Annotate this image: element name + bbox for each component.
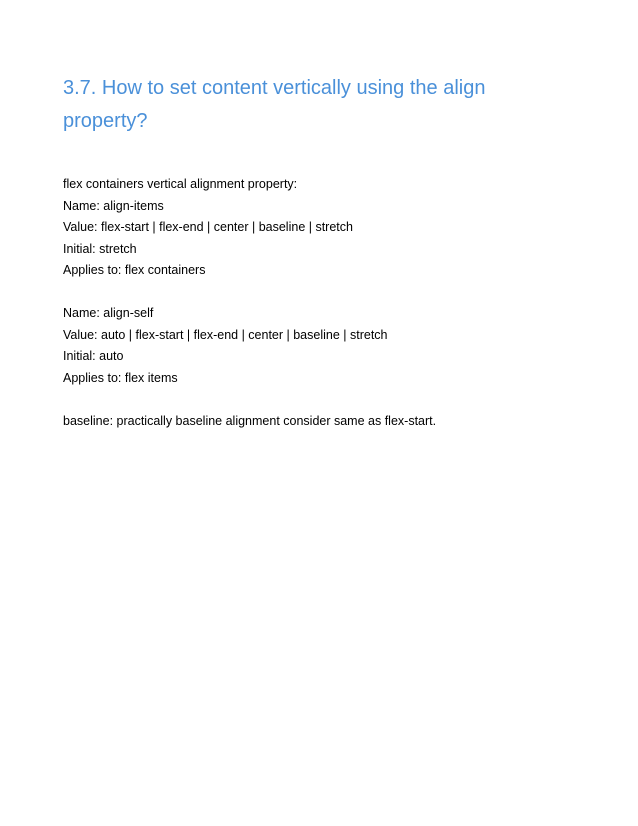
- section-heading-line-1: 3.7. How to set content vertically using the align: [63, 77, 486, 99]
- align-self-initial: Initial: auto: [63, 349, 124, 363]
- align-items-initial: Initial: stretch: [63, 241, 137, 256]
- align-items-block: [63, 174, 583, 282]
- align-self-value: Value: auto | flex-start | flex-end | center | baseline | stretch: [63, 327, 388, 342]
- align-self-name: Name: align-self: [63, 306, 154, 320]
- baseline-note-block: [63, 411, 583, 433]
- align-items-name: Name: align-items: [63, 198, 164, 213]
- align-self-block: [63, 303, 583, 389]
- baseline-note: baseline: practically baseline alignment consider same as flex-start.: [63, 414, 437, 428]
- align-items-intro: flex containers vertical alignment property:: [63, 177, 298, 191]
- section-heading: [63, 72, 583, 138]
- align-self-applies: Applies to: flex items: [63, 370, 178, 385]
- align-items-value: Value: flex-start | flex-end | center | baseline | stretch: [63, 220, 353, 234]
- section-heading-line-2: property?: [63, 110, 148, 132]
- align-items-applies: Applies to: flex containers: [63, 263, 206, 277]
